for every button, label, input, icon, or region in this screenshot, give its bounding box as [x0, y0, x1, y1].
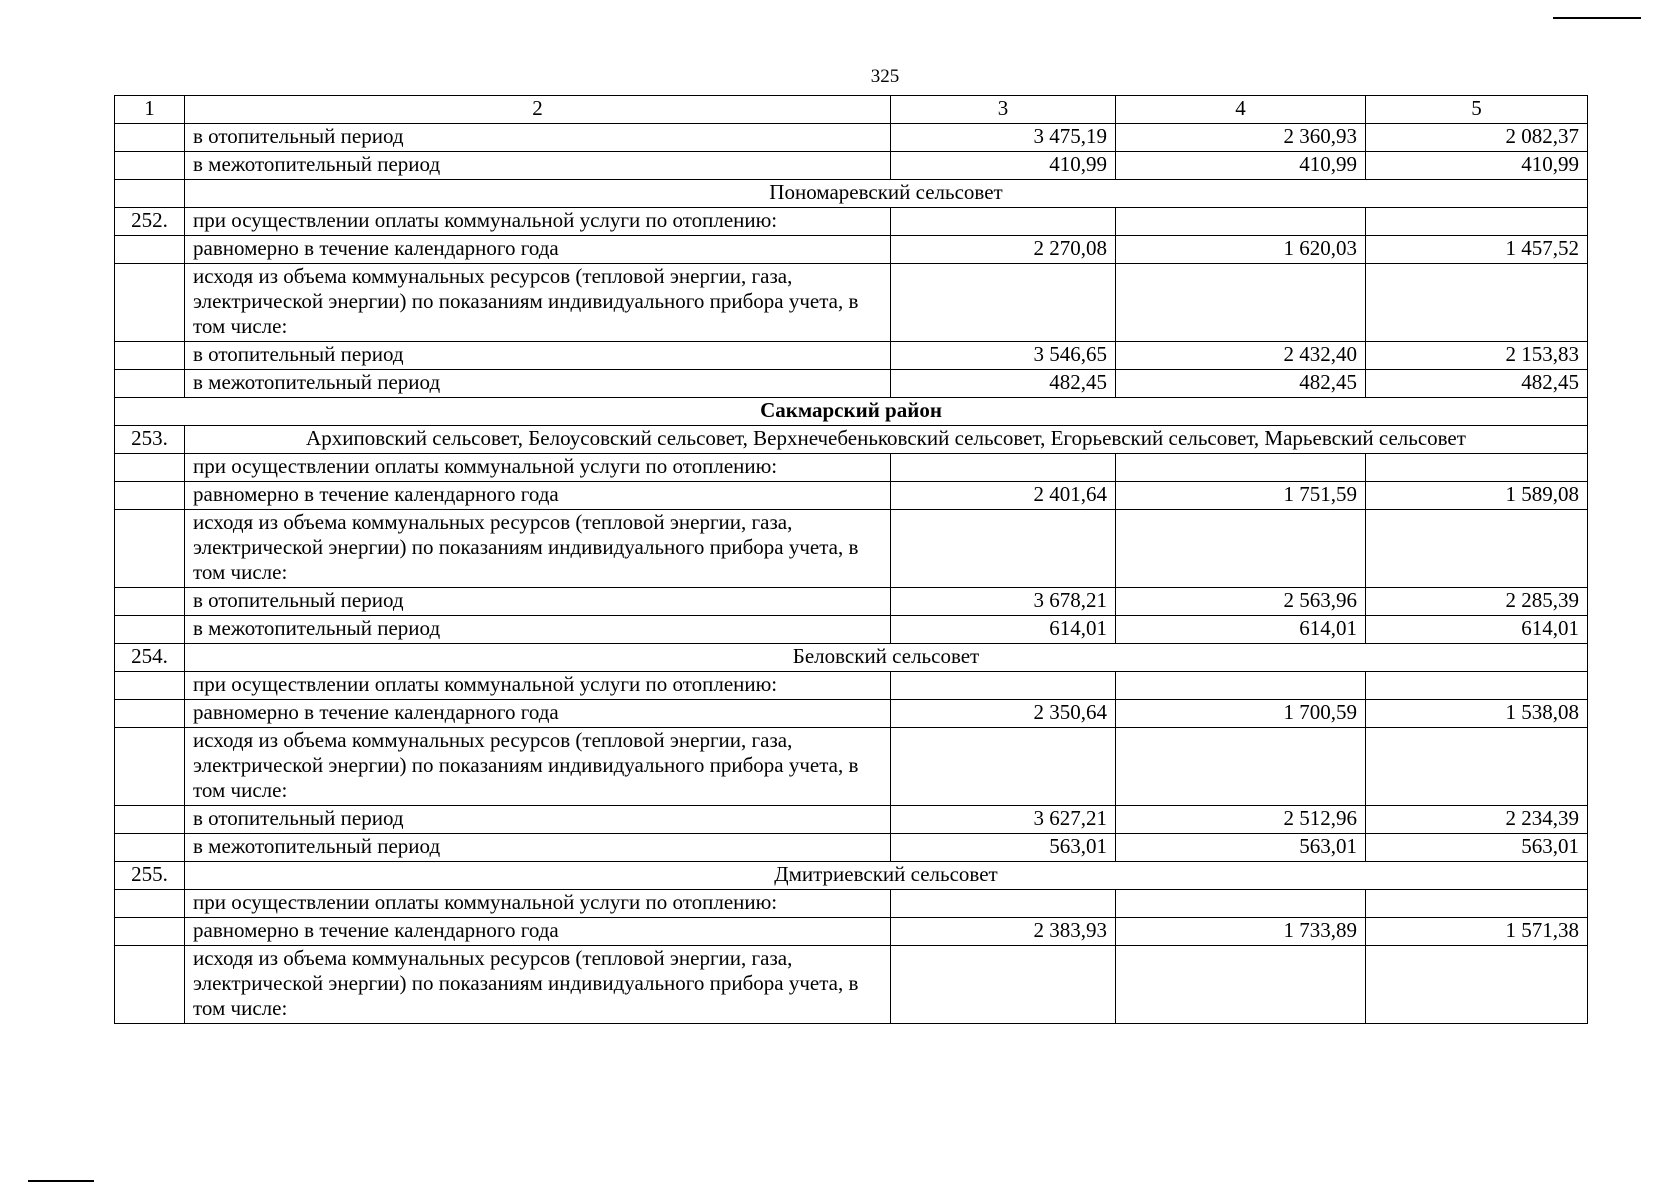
section-row [115, 644, 1588, 672]
table-row [115, 728, 1588, 806]
header-row [115, 96, 1588, 124]
row-number [115, 728, 185, 806]
tariff-table [114, 95, 1588, 1024]
section-title: Дмитриевский сельсовет [185, 862, 1588, 890]
section-row [115, 426, 1588, 454]
value-col-4 [1116, 208, 1366, 236]
row-description: равномерно в течение календарного года [185, 236, 891, 264]
row-description: исходя из объема коммунальных ресурсов (тепловой энергии, газа, электрической энергии) по показаниям индивидуального прибора учета, в том числе: [185, 728, 891, 806]
row-description: в отопительный период [185, 342, 891, 370]
value-col-4: 614,01 [1116, 616, 1366, 644]
value-col-4: 482,45 [1116, 370, 1366, 398]
row-number [115, 588, 185, 616]
table-row [115, 616, 1588, 644]
value-col-5 [1366, 946, 1588, 1024]
value-col-4 [1116, 510, 1366, 588]
header-col-1: 1 [115, 96, 185, 124]
value-col-3: 614,01 [891, 616, 1116, 644]
value-col-4 [1116, 946, 1366, 1024]
value-col-4: 1 700,59 [1116, 700, 1366, 728]
district-row [115, 398, 1588, 426]
table-row [115, 236, 1588, 264]
table-row [115, 890, 1588, 918]
value-col-5: 2 153,83 [1366, 342, 1588, 370]
value-col-5: 1 589,08 [1366, 482, 1588, 510]
row-description: в межотопительный период [185, 370, 891, 398]
header-col-2: 2 [185, 96, 891, 124]
value-col-4: 2 512,96 [1116, 806, 1366, 834]
row-description: в межотопительный период [185, 616, 891, 644]
table-row [115, 342, 1588, 370]
value-col-5 [1366, 454, 1588, 482]
value-col-3: 410,99 [891, 152, 1116, 180]
value-col-5: 2 082,37 [1366, 124, 1588, 152]
row-number [115, 834, 185, 862]
bottom-rule [28, 1180, 94, 1182]
row-description: в межотопительный период [185, 834, 891, 862]
table-row [115, 152, 1588, 180]
row-description: равномерно в течение календарного года [185, 918, 891, 946]
top-rule [1553, 17, 1641, 19]
value-col-3 [891, 728, 1116, 806]
row-description: исходя из объема коммунальных ресурсов (тепловой энергии, газа, электрической энергии) по показаниям индивидуального прибора учета, в том числе: [185, 946, 891, 1024]
table-row [115, 834, 1588, 862]
value-col-3 [891, 264, 1116, 342]
value-col-3: 3 678,21 [891, 588, 1116, 616]
section-row [115, 862, 1588, 890]
table-row [115, 124, 1588, 152]
value-col-3: 482,45 [891, 370, 1116, 398]
row-description: при осуществлении оплаты коммунальной услуги по отоплению: [185, 890, 891, 918]
table-row [115, 208, 1588, 236]
row-number [115, 918, 185, 946]
value-col-5: 614,01 [1366, 616, 1588, 644]
value-col-5 [1366, 264, 1588, 342]
value-col-5: 2 234,39 [1366, 806, 1588, 834]
row-description: в межотопительный период [185, 152, 891, 180]
value-col-4: 1 751,59 [1116, 482, 1366, 510]
value-col-4 [1116, 264, 1366, 342]
row-description: при осуществлении оплаты коммунальной услуги по отоплению: [185, 208, 891, 236]
table-row [115, 700, 1588, 728]
table-row [115, 454, 1588, 482]
row-number [115, 806, 185, 834]
header-col-4: 4 [1116, 96, 1366, 124]
table-row [115, 370, 1588, 398]
value-col-5 [1366, 728, 1588, 806]
value-col-3 [891, 890, 1116, 918]
value-col-3 [891, 946, 1116, 1024]
row-number [115, 264, 185, 342]
row-number [115, 124, 185, 152]
table-body [115, 96, 1588, 1024]
row-description: исходя из объема коммунальных ресурсов (тепловой энергии, газа, электрической энергии) по показаниям индивидуального прибора учета, в том числе: [185, 510, 891, 588]
row-description: исходя из объема коммунальных ресурсов (тепловой энергии, газа, электрической энергии) по показаниям индивидуального прибора учета, в том числе: [185, 264, 891, 342]
table-row [115, 918, 1588, 946]
header-col-5: 5 [1366, 96, 1588, 124]
value-col-5 [1366, 890, 1588, 918]
value-col-4 [1116, 672, 1366, 700]
row-description: при осуществлении оплаты коммунальной услуги по отоплению: [185, 672, 891, 700]
table-row [115, 672, 1588, 700]
value-col-4: 2 563,96 [1116, 588, 1366, 616]
page-number: 325 [870, 66, 900, 87]
value-col-5 [1366, 510, 1588, 588]
row-number [115, 946, 185, 1024]
table-row [115, 510, 1588, 588]
value-col-3: 3 627,21 [891, 806, 1116, 834]
district-title: Сакмарский район [115, 398, 1588, 426]
table-row [115, 482, 1588, 510]
row-number [115, 454, 185, 482]
value-col-3: 563,01 [891, 834, 1116, 862]
value-col-5: 482,45 [1366, 370, 1588, 398]
value-col-4: 563,01 [1116, 834, 1366, 862]
row-number: 254. [115, 644, 185, 672]
value-col-3: 3 475,19 [891, 124, 1116, 152]
section-title: Беловский сельсовет [185, 644, 1588, 672]
row-number [115, 890, 185, 918]
value-col-5: 563,01 [1366, 834, 1588, 862]
value-col-3: 2 350,64 [891, 700, 1116, 728]
row-number [115, 700, 185, 728]
value-col-5: 2 285,39 [1366, 588, 1588, 616]
row-number: 253. [115, 426, 185, 454]
table-row [115, 588, 1588, 616]
row-description: равномерно в течение календарного года [185, 482, 891, 510]
value-col-3: 2 401,64 [891, 482, 1116, 510]
value-col-3: 2 270,08 [891, 236, 1116, 264]
table-row [115, 806, 1588, 834]
value-col-4: 1 620,03 [1116, 236, 1366, 264]
value-col-5 [1366, 672, 1588, 700]
value-col-4 [1116, 454, 1366, 482]
section-title: Пономаревский сельсовет [185, 180, 1588, 208]
section-title: Архиповский сельсовет, Белоусовский сельсовет, Верхнечебеньковский сельсовет, Егорьевский сельсовет, Марьевский сельсовет [185, 426, 1588, 454]
value-col-4 [1116, 890, 1366, 918]
value-col-3: 2 383,93 [891, 918, 1116, 946]
value-col-4: 410,99 [1116, 152, 1366, 180]
value-col-3 [891, 672, 1116, 700]
row-description: в отопительный период [185, 124, 891, 152]
row-description: в отопительный период [185, 588, 891, 616]
row-number: 255. [115, 862, 185, 890]
table-row [115, 264, 1588, 342]
row-number [115, 370, 185, 398]
value-col-4 [1116, 728, 1366, 806]
value-col-5: 1 457,52 [1366, 236, 1588, 264]
value-col-5: 410,99 [1366, 152, 1588, 180]
row-number: 252. [115, 208, 185, 236]
row-description: при осуществлении оплаты коммунальной услуги по отоплению: [185, 454, 891, 482]
value-col-3 [891, 208, 1116, 236]
row-number [115, 510, 185, 588]
row-number [115, 152, 185, 180]
value-col-3 [891, 510, 1116, 588]
value-col-5 [1366, 208, 1588, 236]
row-number [115, 482, 185, 510]
row-number [115, 236, 185, 264]
section-row [115, 180, 1588, 208]
value-col-5: 1 538,08 [1366, 700, 1588, 728]
table-row [115, 946, 1588, 1024]
value-col-4: 2 432,40 [1116, 342, 1366, 370]
row-description: равномерно в течение календарного года [185, 700, 891, 728]
row-number [115, 672, 185, 700]
row-number [115, 616, 185, 644]
value-col-5: 1 571,38 [1366, 918, 1588, 946]
row-number [115, 180, 185, 208]
value-col-4: 2 360,93 [1116, 124, 1366, 152]
value-col-4: 1 733,89 [1116, 918, 1366, 946]
header-col-3: 3 [891, 96, 1116, 124]
value-col-3: 3 546,65 [891, 342, 1116, 370]
row-description: в отопительный период [185, 806, 891, 834]
row-number [115, 342, 185, 370]
value-col-3 [891, 454, 1116, 482]
